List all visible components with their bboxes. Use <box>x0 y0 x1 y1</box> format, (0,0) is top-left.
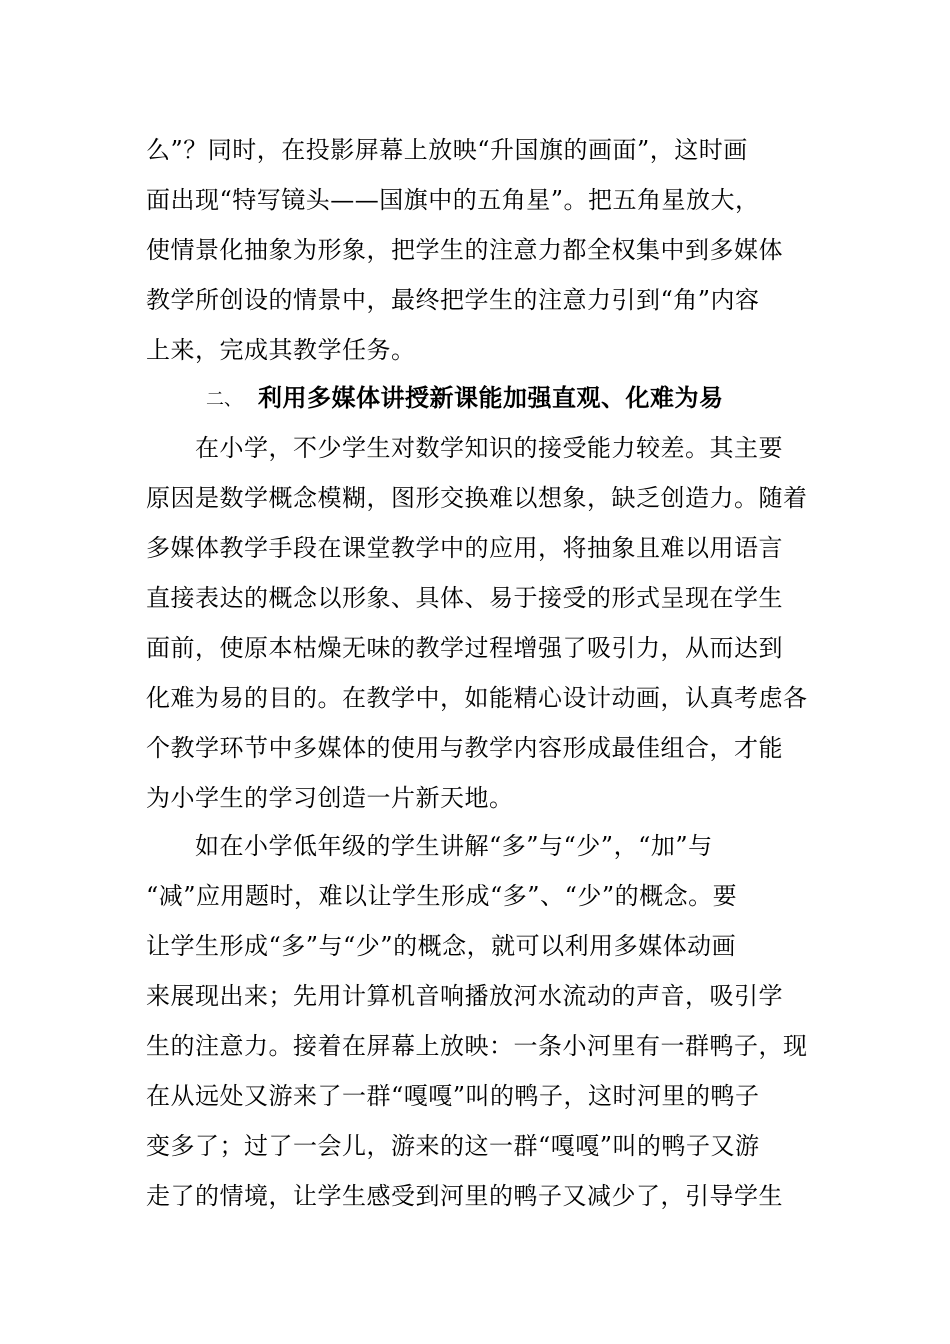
paragraph-line: 变多了；过了一会儿，游来的这一群“嘎嘎”叫的鸭子又游 <box>146 1132 760 1160</box>
paragraph-line: 让学生形成“多”与“少”的概念，就可以利用多媒体动画 <box>146 932 737 960</box>
paragraph-line: 原因是数学概念模糊，图形交换难以想象，缺乏创造力。随着 <box>146 484 808 512</box>
paragraph-line: 走了的情境，让学生感受到河里的鸭子又减少了，引导学生 <box>146 1182 783 1210</box>
paragraph-line: 化难为易的目的。在教学中，如能精心设计动画，认真考虑各 <box>146 684 808 712</box>
text-line: 么”？同时，在投影屏幕上放映“升国旗的画面”，这时画 <box>146 136 748 164</box>
paragraph-line: 生的注意力。接着在屏幕上放映：一条小河里有一群鸭子，现 <box>146 1032 808 1060</box>
paragraph-line: 为小学生的学习创造一片新天地。 <box>146 784 514 812</box>
section-heading-number: 二、 <box>206 389 242 410</box>
paragraph-line: 来展现出来；先用计算机音响播放河水流动的声音，吸引学 <box>146 982 783 1010</box>
text-line: 使情景化抽象为形象，把学生的注意力都全权集中到多媒体 <box>146 236 783 264</box>
paragraph-line: 在从远处又游来了一群“嘎嘎”叫的鸭子，这时河里的鸭子 <box>146 1082 760 1110</box>
text-line: 教学所创设的情景中，最终把学生的注意力引到“角”内容 <box>146 286 760 314</box>
paragraph-line: 直接表达的概念以形象、具体、易于接受的形式呈现在学生 <box>146 584 783 612</box>
paragraph-line: “减”应用题时，难以让学生形成“多”、“少”的概念。要 <box>146 882 738 910</box>
paragraph-line: 如在小学低年级的学生讲解“多”与“少”，“加”与 <box>146 832 713 860</box>
paragraph-line: 在小学，不少学生对数学知识的接受能力较差。其主要 <box>146 434 783 462</box>
section-heading: 利用多媒体讲授新课能加强直观、化难为易 <box>258 383 724 412</box>
paragraph-line: 个教学环节中多媒体的使用与教学内容形成最佳组合，才能 <box>146 734 783 762</box>
text-line: 面出现“特写镜头——国旗中的五角星”。把五角星放大， <box>146 186 760 214</box>
paragraph-line: 多媒体教学手段在课堂教学中的应用，将抽象且难以用语言 <box>146 534 783 562</box>
text-line: 上来，完成其教学任务。 <box>146 336 416 364</box>
paragraph-line: 面前，使原本枯燥无味的教学过程增强了吸引力，从而达到 <box>146 634 783 662</box>
